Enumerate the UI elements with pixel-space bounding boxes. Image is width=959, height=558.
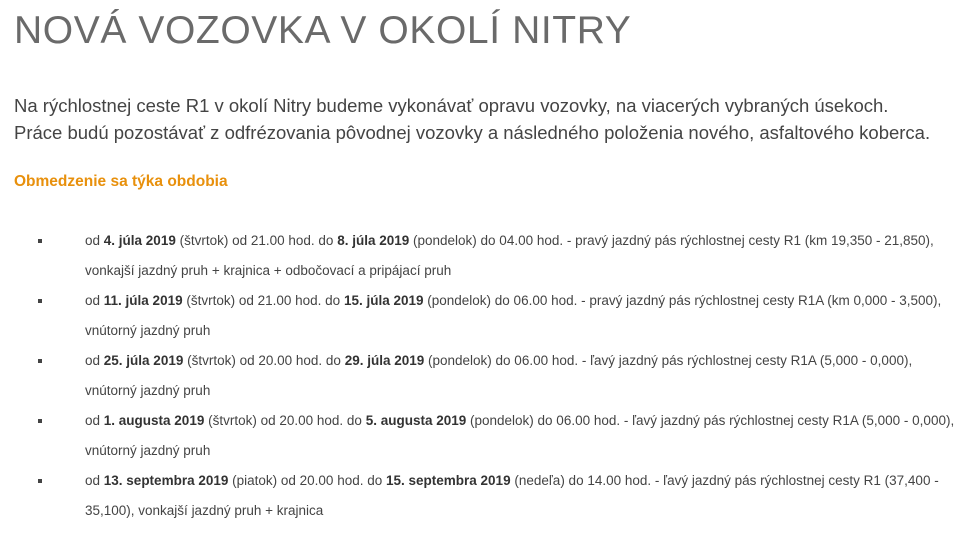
closure-end-detail: (pondelok) do 06.00 hod. - ľavý jazdný pás rýchlostnej cesty R1A (5,000 - 0,000), vnútorný jazdný pruh [85, 413, 955, 458]
closure-start-date: 25. júla 2019 [103, 353, 184, 368]
closure-prefix: od [85, 353, 104, 368]
list-item [14, 406, 955, 466]
list-item [14, 346, 955, 406]
section-heading: Obmedzenie sa týka obdobia [14, 173, 228, 190]
closure-end-date: 8. júla 2019 [337, 233, 410, 248]
page-title: NOVÁ VOZOVKA V OKOLÍ NITRY [14, 9, 632, 52]
closure-end-date: 29. júla 2019 [344, 353, 425, 368]
intro-paragraph: Na rýchlostnej ceste R1 v okolí Nitry budeme vykonávať opravu vozovky, na viacerých vybraných úsekoch. Práce budú pozostávať z odfrézovania pôvodnej vozovky a následného položenia nového, asfaltového koberca. [14, 95, 931, 143]
bullet-icon [38, 299, 42, 303]
closure-start-date: 1. augusta 2019 [103, 413, 205, 428]
closure-end-detail: (nedeľa) do 14.00 hod. - ľavý jazdný pás rýchlostnej cesty R1 (37,400 - 35,100), vonkajší jazdný pruh + krajnica [85, 473, 939, 518]
list-item [14, 286, 955, 346]
closure-end-date: 5. augusta 2019 [365, 413, 467, 428]
closure-start-detail: (piatok) od 20.00 hod. do [228, 473, 386, 488]
bullet-icon [38, 479, 42, 483]
closure-list [14, 226, 954, 526]
closure-start-date: 11. júla 2019 [103, 293, 183, 308]
closure-end-detail: (pondelok) do 04.00 hod. - pravý jazdný pás rýchlostnej cesty R1 (km 19,350 - 21,850), vonkajší jazdný pruh + krajnica + odbočovací a pripájací pruh [85, 233, 934, 278]
closure-end-detail: (pondelok) do 06.00 hod. - pravý jazdný pás rýchlostnej cesty R1A (km 0,000 - 3,500), vnútorný jazdný pruh [85, 293, 942, 338]
bullet-icon [38, 419, 42, 423]
closure-start-date: 4. júla 2019 [103, 233, 176, 248]
list-item [14, 466, 955, 526]
closure-end-detail: (pondelok) do 06.00 hod. - ľavý jazdný pás rýchlostnej cesty R1A (5,000 - 0,000), vnútorný jazdný pruh [85, 353, 913, 398]
bullet-icon [38, 359, 42, 363]
closure-prefix: od [85, 413, 104, 428]
closure-end-date: 15. júla 2019 [343, 293, 424, 308]
article [14, 0, 954, 526]
closure-prefix: od [85, 233, 104, 248]
closure-start-detail: (štvrtok) od 21.00 hod. do [182, 293, 344, 308]
list-item [14, 226, 955, 286]
closure-prefix: od [85, 473, 104, 488]
closure-end-date: 15. septembra 2019 [386, 473, 511, 488]
closure-start-detail: (štvrtok) od 20.00 hod. do [183, 353, 345, 368]
bullet-icon [38, 239, 42, 243]
closure-start-detail: (štvrtok) od 20.00 hod. do [204, 413, 366, 428]
closure-start-detail: (štvrtok) od 21.00 hod. do [175, 233, 338, 248]
closure-start-date: 13. septembra 2019 [103, 473, 229, 488]
closure-prefix: od [85, 293, 104, 308]
